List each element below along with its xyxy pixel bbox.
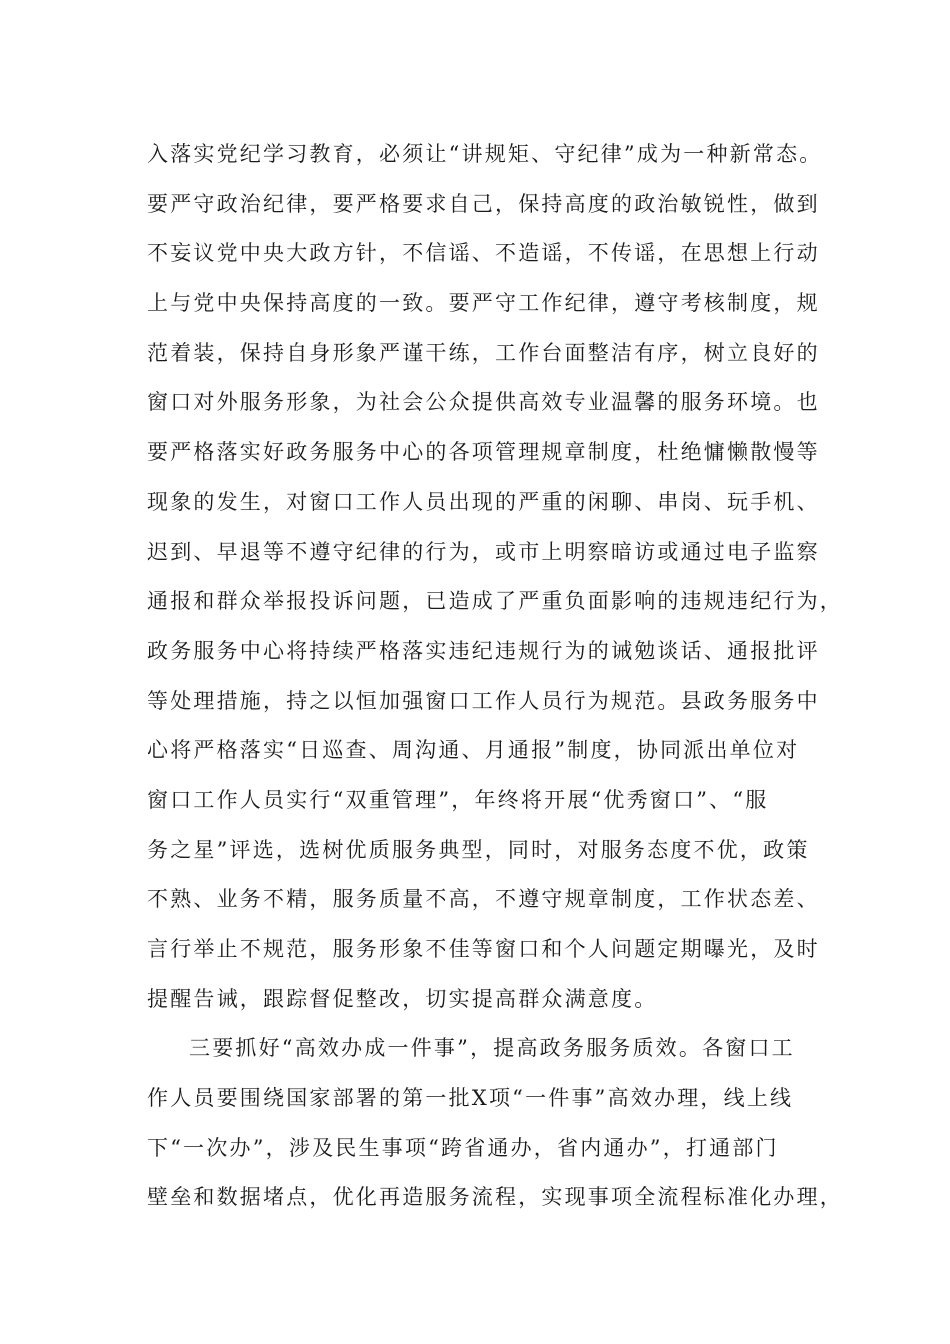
text-line: 不熟、业务不精，服务质量不高，不遵守规章制度，工作状态差、 [147,887,820,912]
text-line: 提醒告诫，跟踪督促整改，切实提高群众满意度。 [147,986,658,1011]
text-line: 上与党中央保持高度的一致。要严守工作纪律，遵守考核制度，规 [147,291,820,316]
text-line: 等处理措施，持之以恒加强窗口工作人员行为规范。县政务服务中 [147,688,820,713]
text-line: 范着装，保持自身形象严谨干练，工作台面整洁有序，树立良好的 [147,340,820,365]
text-line: 现象的发生，对窗口工作人员出现的严重的闲聊、串岗、玩手机、 [147,489,820,514]
text-line: 窗口对外服务形象，为社会公众提供高效专业温馨的服务环境。也 [147,390,820,415]
text-line: 入落实党纪学习教育，必须让“讲规矩、守纪律”成为一种新常态。 [147,142,823,166]
text-line: 窗口工作人员实行“双重管理”，年终将开展“优秀窗口”、“服 [147,787,769,812]
text-line: 壁垒和数据堵点，优化再造服务流程，实现事项全流程标准化办理， [147,1185,843,1210]
text-line: 通报和群众举报投诉问题，已造成了严重负面影响的违规违纪行为， [147,589,843,614]
body-text [147,130,843,1223]
text-line: 下“一次办”，涉及民生事项“跨省通办，省内通办”，打通部门 [147,1135,779,1160]
text-line: 心将严格落实“日巡查、周沟通、月通报”制度，协同派出单位对 [147,738,800,763]
text-line: 不妄议党中央大政方针，不信谣、不造谣，不传谣，在思想上行动 [147,241,820,266]
text-line: 务之星”评选，选树优质服务典型，同时，对服务态度不优，政策 [147,837,810,862]
text-line: 迟到、早退等不遵守纪律的行为，或市上明察暗访或通过电子监察 [147,539,820,564]
text-line: 政务服务中心将持续严格落实违纪违规行为的诫勉谈话、通报批评 [147,638,820,663]
text-line: 要严守政治纪律，要严格要求自己，保持高度的政治敏锐性，做到 [147,191,820,216]
text-line: 要严格落实好政务服务中心的各项管理规章制度，杜绝慵懒散慢等 [147,440,820,465]
text-line: 言行举止不规范，服务形象不佳等窗口和个人问题定期曝光，及时 [147,937,820,961]
text-line: 作人员要围绕国家部署的第一批X项“一件事”高效办理，线上线 [147,1086,794,1111]
paragraph-start-line: 三要抓好“高效办成一件事”，提高政务服务质效。各窗口工 [189,1036,795,1061]
